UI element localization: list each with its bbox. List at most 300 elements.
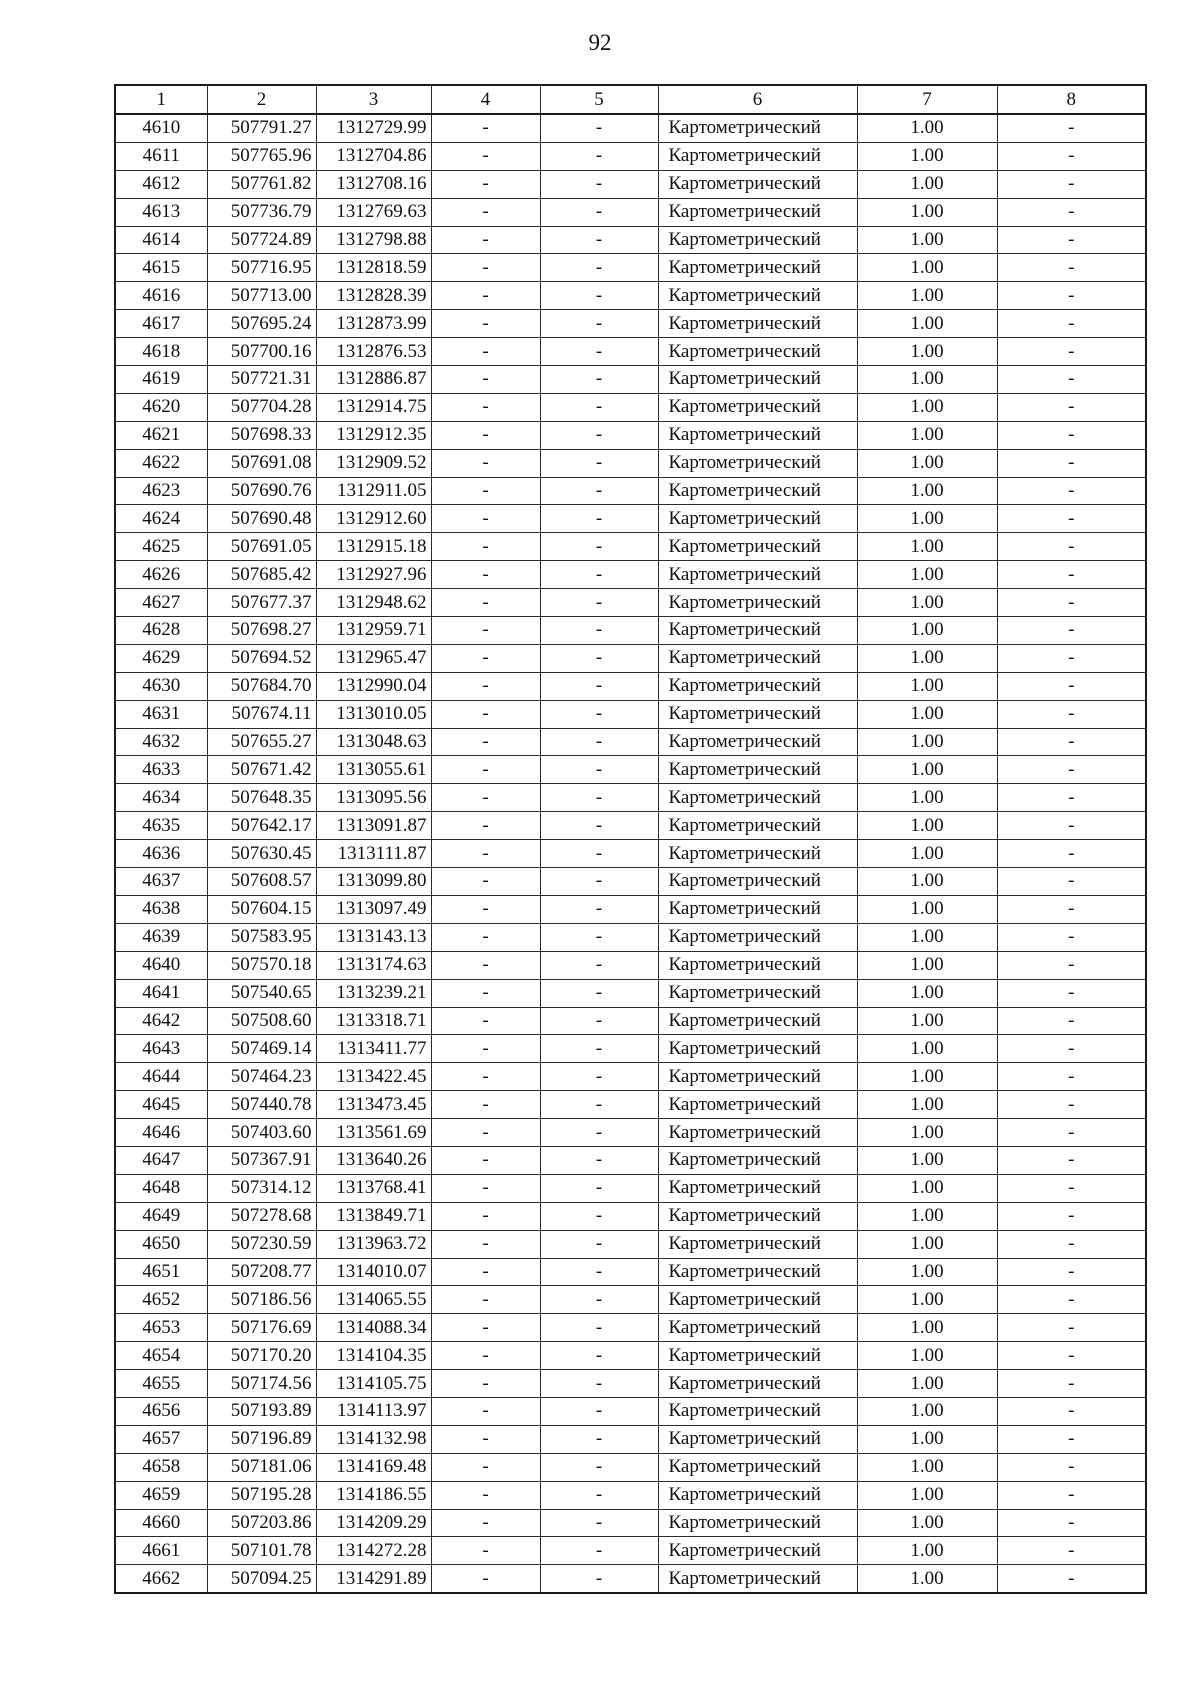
cell-col-5: - [540, 1286, 658, 1314]
cell-x-coordinate: 507694.52 [207, 644, 316, 672]
cell-point-number: 4624 [115, 505, 207, 533]
cell-point-number: 4623 [115, 477, 207, 505]
cell-y-coordinate: 1313561.69 [316, 1119, 431, 1147]
cell-point-number: 4644 [115, 1063, 207, 1091]
cell-method: Картометрический [658, 282, 857, 310]
cell-y-coordinate: 1314065.55 [316, 1286, 431, 1314]
column-header-6: 6 [658, 85, 857, 114]
cell-method: Картометрический [658, 672, 857, 700]
cell-x-coordinate: 507700.16 [207, 338, 316, 366]
cell-col-8: - [997, 366, 1146, 394]
cell-accuracy: 1.00 [857, 1509, 997, 1537]
table-row [115, 1174, 1146, 1202]
cell-point-number: 4626 [115, 561, 207, 589]
cell-x-coordinate: 507713.00 [207, 282, 316, 310]
cell-col-4: - [431, 1342, 540, 1370]
table-row [115, 951, 1146, 979]
cell-col-5: - [540, 672, 658, 700]
cell-point-number: 4653 [115, 1314, 207, 1342]
cell-y-coordinate: 1312798.88 [316, 226, 431, 254]
cell-x-coordinate: 507691.05 [207, 533, 316, 561]
cell-col-5: - [540, 477, 658, 505]
cell-col-8: - [997, 142, 1146, 170]
cell-x-coordinate: 507698.27 [207, 617, 316, 645]
cell-col-4: - [431, 561, 540, 589]
cell-col-5: - [540, 1481, 658, 1509]
cell-col-5: - [540, 366, 658, 394]
cell-x-coordinate: 507101.78 [207, 1537, 316, 1565]
cell-method: Картометрический [658, 170, 857, 198]
cell-col-4: - [431, 1063, 540, 1091]
cell-col-4: - [431, 1481, 540, 1509]
cell-accuracy: 1.00 [857, 338, 997, 366]
cell-col-5: - [540, 533, 658, 561]
cell-method: Картометрический [658, 1314, 857, 1342]
column-header-3: 3 [316, 85, 431, 114]
cell-point-number: 4637 [115, 868, 207, 896]
cell-col-4: - [431, 1397, 540, 1425]
cell-point-number: 4627 [115, 589, 207, 617]
cell-col-4: - [431, 1035, 540, 1063]
cell-col-5: - [540, 1342, 658, 1370]
cell-col-4: - [431, 1174, 540, 1202]
cell-col-5: - [540, 338, 658, 366]
cell-accuracy: 1.00 [857, 1481, 997, 1509]
cell-col-8: - [997, 505, 1146, 533]
cell-method: Картометрический [658, 310, 857, 338]
cell-col-8: - [997, 282, 1146, 310]
cell-accuracy: 1.00 [857, 1091, 997, 1119]
cell-col-8: - [997, 1509, 1146, 1537]
cell-point-number: 4620 [115, 393, 207, 421]
cell-y-coordinate: 1314088.34 [316, 1314, 431, 1342]
cell-col-4: - [431, 672, 540, 700]
cell-col-4: - [431, 1425, 540, 1453]
cell-col-8: - [997, 1342, 1146, 1370]
cell-y-coordinate: 1312818.59 [316, 254, 431, 282]
cell-col-4: - [431, 1453, 540, 1481]
cell-accuracy: 1.00 [857, 1286, 997, 1314]
cell-accuracy: 1.00 [857, 700, 997, 728]
cell-x-coordinate: 507469.14 [207, 1035, 316, 1063]
cell-accuracy: 1.00 [857, 840, 997, 868]
table-row [115, 812, 1146, 840]
cell-col-8: - [997, 449, 1146, 477]
cell-accuracy: 1.00 [857, 421, 997, 449]
cell-accuracy: 1.00 [857, 142, 997, 170]
cell-method: Картометрический [658, 644, 857, 672]
cell-method: Картометрический [658, 923, 857, 951]
cell-method: Картометрический [658, 840, 857, 868]
cell-x-coordinate: 507186.56 [207, 1286, 316, 1314]
cell-col-4: - [431, 338, 540, 366]
cell-accuracy: 1.00 [857, 1146, 997, 1174]
table-row [115, 1035, 1146, 1063]
cell-col-5: - [540, 1425, 658, 1453]
table-row [115, 1481, 1146, 1509]
cell-x-coordinate: 507508.60 [207, 1007, 316, 1035]
coordinates-table [114, 84, 1147, 1594]
cell-col-5: - [540, 979, 658, 1007]
cell-col-4: - [431, 393, 540, 421]
cell-col-4: - [431, 923, 540, 951]
cell-x-coordinate: 507684.70 [207, 672, 316, 700]
cell-method: Картометрический [658, 895, 857, 923]
cell-point-number: 4645 [115, 1091, 207, 1119]
cell-col-8: - [997, 1370, 1146, 1398]
cell-method: Картометрический [658, 226, 857, 254]
cell-x-coordinate: 507367.91 [207, 1146, 316, 1174]
cell-method: Картометрический [658, 561, 857, 589]
cell-point-number: 4616 [115, 282, 207, 310]
cell-col-8: - [997, 1007, 1146, 1035]
cell-col-5: - [540, 895, 658, 923]
cell-x-coordinate: 507724.89 [207, 226, 316, 254]
cell-point-number: 4611 [115, 142, 207, 170]
cell-y-coordinate: 1313768.41 [316, 1174, 431, 1202]
cell-accuracy: 1.00 [857, 254, 997, 282]
cell-y-coordinate: 1312912.60 [316, 505, 431, 533]
cell-y-coordinate: 1313095.56 [316, 784, 431, 812]
cell-col-8: - [997, 170, 1146, 198]
cell-accuracy: 1.00 [857, 393, 997, 421]
cell-point-number: 4631 [115, 700, 207, 728]
cell-method: Картометрический [658, 979, 857, 1007]
cell-y-coordinate: 1312912.35 [316, 421, 431, 449]
cell-x-coordinate: 507721.31 [207, 366, 316, 394]
cell-col-8: - [997, 923, 1146, 951]
table-row [115, 895, 1146, 923]
cell-point-number: 4647 [115, 1146, 207, 1174]
cell-x-coordinate: 507674.11 [207, 700, 316, 728]
cell-col-5: - [540, 812, 658, 840]
cell-col-5: - [540, 840, 658, 868]
cell-col-4: - [431, 1007, 540, 1035]
cell-accuracy: 1.00 [857, 756, 997, 784]
cell-col-8: - [997, 728, 1146, 756]
cell-accuracy: 1.00 [857, 1258, 997, 1286]
cell-col-5: - [540, 1146, 658, 1174]
cell-y-coordinate: 1314291.89 [316, 1565, 431, 1593]
column-header-8: 8 [997, 85, 1146, 114]
cell-y-coordinate: 1312915.18 [316, 533, 431, 561]
cell-x-coordinate: 507695.24 [207, 310, 316, 338]
cell-col-8: - [997, 421, 1146, 449]
cell-method: Картометрический [658, 617, 857, 645]
cell-x-coordinate: 507278.68 [207, 1202, 316, 1230]
cell-accuracy: 1.00 [857, 895, 997, 923]
cell-col-5: - [540, 1509, 658, 1537]
cell-method: Картометрический [658, 1202, 857, 1230]
cell-y-coordinate: 1313422.45 [316, 1063, 431, 1091]
cell-col-4: - [431, 1286, 540, 1314]
cell-col-8: - [997, 533, 1146, 561]
cell-y-coordinate: 1313411.77 [316, 1035, 431, 1063]
cell-x-coordinate: 507698.33 [207, 421, 316, 449]
cell-accuracy: 1.00 [857, 979, 997, 1007]
cell-col-8: - [997, 310, 1146, 338]
table-row [115, 644, 1146, 672]
cell-col-8: - [997, 1481, 1146, 1509]
table-body [115, 114, 1146, 1593]
cell-col-4: - [431, 366, 540, 394]
table-row [115, 1342, 1146, 1370]
cell-accuracy: 1.00 [857, 226, 997, 254]
cell-accuracy: 1.00 [857, 617, 997, 645]
cell-method: Картометрический [658, 951, 857, 979]
cell-col-8: - [997, 1453, 1146, 1481]
cell-point-number: 4613 [115, 198, 207, 226]
table-row [115, 449, 1146, 477]
table-row [115, 923, 1146, 951]
cell-x-coordinate: 507671.42 [207, 756, 316, 784]
cell-point-number: 4618 [115, 338, 207, 366]
cell-col-5: - [540, 310, 658, 338]
cell-y-coordinate: 1313143.13 [316, 923, 431, 951]
cell-y-coordinate: 1313048.63 [316, 728, 431, 756]
cell-accuracy: 1.00 [857, 812, 997, 840]
table-row [115, 393, 1146, 421]
cell-accuracy: 1.00 [857, 728, 997, 756]
cell-y-coordinate: 1314132.98 [316, 1425, 431, 1453]
cell-y-coordinate: 1313111.87 [316, 840, 431, 868]
cell-col-4: - [431, 895, 540, 923]
cell-col-8: - [997, 226, 1146, 254]
cell-y-coordinate: 1312909.52 [316, 449, 431, 477]
table-row [115, 1091, 1146, 1119]
cell-col-8: - [997, 1091, 1146, 1119]
cell-accuracy: 1.00 [857, 1565, 997, 1593]
cell-y-coordinate: 1312729.99 [316, 114, 431, 142]
table-row [115, 1314, 1146, 1342]
cell-col-8: - [997, 1119, 1146, 1147]
cell-x-coordinate: 507685.42 [207, 561, 316, 589]
cell-col-5: - [540, 589, 658, 617]
column-header-2: 2 [207, 85, 316, 114]
cell-x-coordinate: 507196.89 [207, 1425, 316, 1453]
cell-col-4: - [431, 700, 540, 728]
cell-col-4: - [431, 728, 540, 756]
cell-point-number: 4652 [115, 1286, 207, 1314]
cell-col-5: - [540, 700, 658, 728]
cell-point-number: 4628 [115, 617, 207, 645]
cell-y-coordinate: 1312873.99 [316, 310, 431, 338]
cell-col-4: - [431, 282, 540, 310]
cell-accuracy: 1.00 [857, 672, 997, 700]
cell-x-coordinate: 507181.06 [207, 1453, 316, 1481]
table-row [115, 1397, 1146, 1425]
cell-point-number: 4639 [115, 923, 207, 951]
cell-method: Картометрический [658, 700, 857, 728]
table-row [115, 589, 1146, 617]
cell-col-5: - [540, 170, 658, 198]
cell-point-number: 4622 [115, 449, 207, 477]
cell-method: Картометрический [658, 812, 857, 840]
table-row [115, 617, 1146, 645]
cell-col-4: - [431, 1537, 540, 1565]
cell-col-4: - [431, 198, 540, 226]
table-row [115, 477, 1146, 505]
cell-y-coordinate: 1313010.05 [316, 700, 431, 728]
cell-col-8: - [997, 644, 1146, 672]
table-row [115, 1230, 1146, 1258]
cell-method: Картометрический [658, 1481, 857, 1509]
cell-x-coordinate: 507648.35 [207, 784, 316, 812]
cell-point-number: 4629 [115, 644, 207, 672]
cell-col-8: - [997, 1230, 1146, 1258]
cell-y-coordinate: 1314169.48 [316, 1453, 431, 1481]
cell-col-5: - [540, 1230, 658, 1258]
cell-point-number: 4632 [115, 728, 207, 756]
cell-accuracy: 1.00 [857, 1342, 997, 1370]
cell-col-5: - [540, 923, 658, 951]
cell-x-coordinate: 507583.95 [207, 923, 316, 951]
cell-method: Картометрический [658, 254, 857, 282]
cell-accuracy: 1.00 [857, 784, 997, 812]
cell-accuracy: 1.00 [857, 1174, 997, 1202]
table-row [115, 142, 1146, 170]
table-row [115, 1063, 1146, 1091]
cell-accuracy: 1.00 [857, 114, 997, 142]
cell-method: Картометрический [658, 505, 857, 533]
cell-method: Картометрический [658, 449, 857, 477]
cell-col-8: - [997, 1314, 1146, 1342]
cell-method: Картометрический [658, 1286, 857, 1314]
cell-col-8: - [997, 979, 1146, 1007]
table-row [115, 338, 1146, 366]
cell-col-5: - [540, 868, 658, 896]
cell-col-8: - [997, 477, 1146, 505]
cell-method: Картометрический [658, 1063, 857, 1091]
cell-col-4: - [431, 868, 540, 896]
cell-col-8: - [997, 1146, 1146, 1174]
cell-y-coordinate: 1314105.75 [316, 1370, 431, 1398]
cell-accuracy: 1.00 [857, 1425, 997, 1453]
cell-x-coordinate: 507690.76 [207, 477, 316, 505]
cell-point-number: 4659 [115, 1481, 207, 1509]
table-row [115, 979, 1146, 1007]
cell-col-5: - [540, 756, 658, 784]
cell-accuracy: 1.00 [857, 282, 997, 310]
cell-accuracy: 1.00 [857, 1202, 997, 1230]
cell-x-coordinate: 507208.77 [207, 1258, 316, 1286]
cell-method: Картометрический [658, 1119, 857, 1147]
cell-x-coordinate: 507464.23 [207, 1063, 316, 1091]
cell-col-4: - [431, 1146, 540, 1174]
cell-accuracy: 1.00 [857, 644, 997, 672]
cell-x-coordinate: 507736.79 [207, 198, 316, 226]
cell-col-8: - [997, 700, 1146, 728]
cell-y-coordinate: 1312886.87 [316, 366, 431, 394]
cell-x-coordinate: 507655.27 [207, 728, 316, 756]
cell-col-8: - [997, 198, 1146, 226]
cell-col-5: - [540, 449, 658, 477]
cell-x-coordinate: 507314.12 [207, 1174, 316, 1202]
cell-y-coordinate: 1313097.49 [316, 895, 431, 923]
table-row [115, 700, 1146, 728]
cell-col-5: - [540, 1258, 658, 1286]
cell-col-5: - [540, 1202, 658, 1230]
cell-accuracy: 1.00 [857, 923, 997, 951]
table-row [115, 310, 1146, 338]
cell-point-number: 4648 [115, 1174, 207, 1202]
cell-col-4: - [431, 1119, 540, 1147]
cell-method: Картометрический [658, 1258, 857, 1286]
table-row [115, 756, 1146, 784]
table-row [115, 561, 1146, 589]
cell-accuracy: 1.00 [857, 951, 997, 979]
cell-col-4: - [431, 533, 540, 561]
cell-x-coordinate: 507630.45 [207, 840, 316, 868]
column-header-1: 1 [115, 85, 207, 114]
cell-x-coordinate: 507704.28 [207, 393, 316, 421]
cell-col-8: - [997, 1202, 1146, 1230]
table-row [115, 672, 1146, 700]
table-row [115, 1258, 1146, 1286]
cell-point-number: 4619 [115, 366, 207, 394]
cell-y-coordinate: 1314186.55 [316, 1481, 431, 1509]
cell-x-coordinate: 507203.86 [207, 1509, 316, 1537]
cell-col-4: - [431, 114, 540, 142]
cell-point-number: 4642 [115, 1007, 207, 1035]
cell-x-coordinate: 507403.60 [207, 1119, 316, 1147]
cell-accuracy: 1.00 [857, 505, 997, 533]
cell-col-4: - [431, 1565, 540, 1593]
cell-y-coordinate: 1312769.63 [316, 198, 431, 226]
cell-method: Картометрический [658, 1565, 857, 1593]
cell-col-5: - [540, 1370, 658, 1398]
cell-y-coordinate: 1313640.26 [316, 1146, 431, 1174]
column-header-4: 4 [431, 85, 540, 114]
cell-point-number: 4646 [115, 1119, 207, 1147]
table-row [115, 505, 1146, 533]
cell-col-8: - [997, 1174, 1146, 1202]
cell-method: Картометрический [658, 393, 857, 421]
table-row [115, 868, 1146, 896]
cell-accuracy: 1.00 [857, 477, 997, 505]
cell-point-number: 4657 [115, 1425, 207, 1453]
cell-col-4: - [431, 421, 540, 449]
cell-col-8: - [997, 951, 1146, 979]
table-row [115, 421, 1146, 449]
cell-method: Картометрический [658, 1146, 857, 1174]
cell-col-5: - [540, 1091, 658, 1119]
cell-y-coordinate: 1313239.21 [316, 979, 431, 1007]
cell-point-number: 4638 [115, 895, 207, 923]
cell-method: Картометрический [658, 756, 857, 784]
cell-point-number: 4614 [115, 226, 207, 254]
cell-method: Картометрический [658, 1453, 857, 1481]
cell-x-coordinate: 507690.48 [207, 505, 316, 533]
column-header-7: 7 [857, 85, 997, 114]
cell-point-number: 4656 [115, 1397, 207, 1425]
cell-col-4: - [431, 1509, 540, 1537]
cell-col-5: - [540, 226, 658, 254]
cell-point-number: 4621 [115, 421, 207, 449]
cell-col-4: - [431, 1202, 540, 1230]
cell-col-8: - [997, 393, 1146, 421]
cell-col-8: - [997, 1035, 1146, 1063]
cell-accuracy: 1.00 [857, 1063, 997, 1091]
cell-col-4: - [431, 951, 540, 979]
cell-accuracy: 1.00 [857, 1370, 997, 1398]
cell-y-coordinate: 1312990.04 [316, 672, 431, 700]
table-header-row [115, 85, 1146, 114]
cell-accuracy: 1.00 [857, 1314, 997, 1342]
cell-accuracy: 1.00 [857, 1035, 997, 1063]
cell-y-coordinate: 1313963.72 [316, 1230, 431, 1258]
table-row [115, 1202, 1146, 1230]
